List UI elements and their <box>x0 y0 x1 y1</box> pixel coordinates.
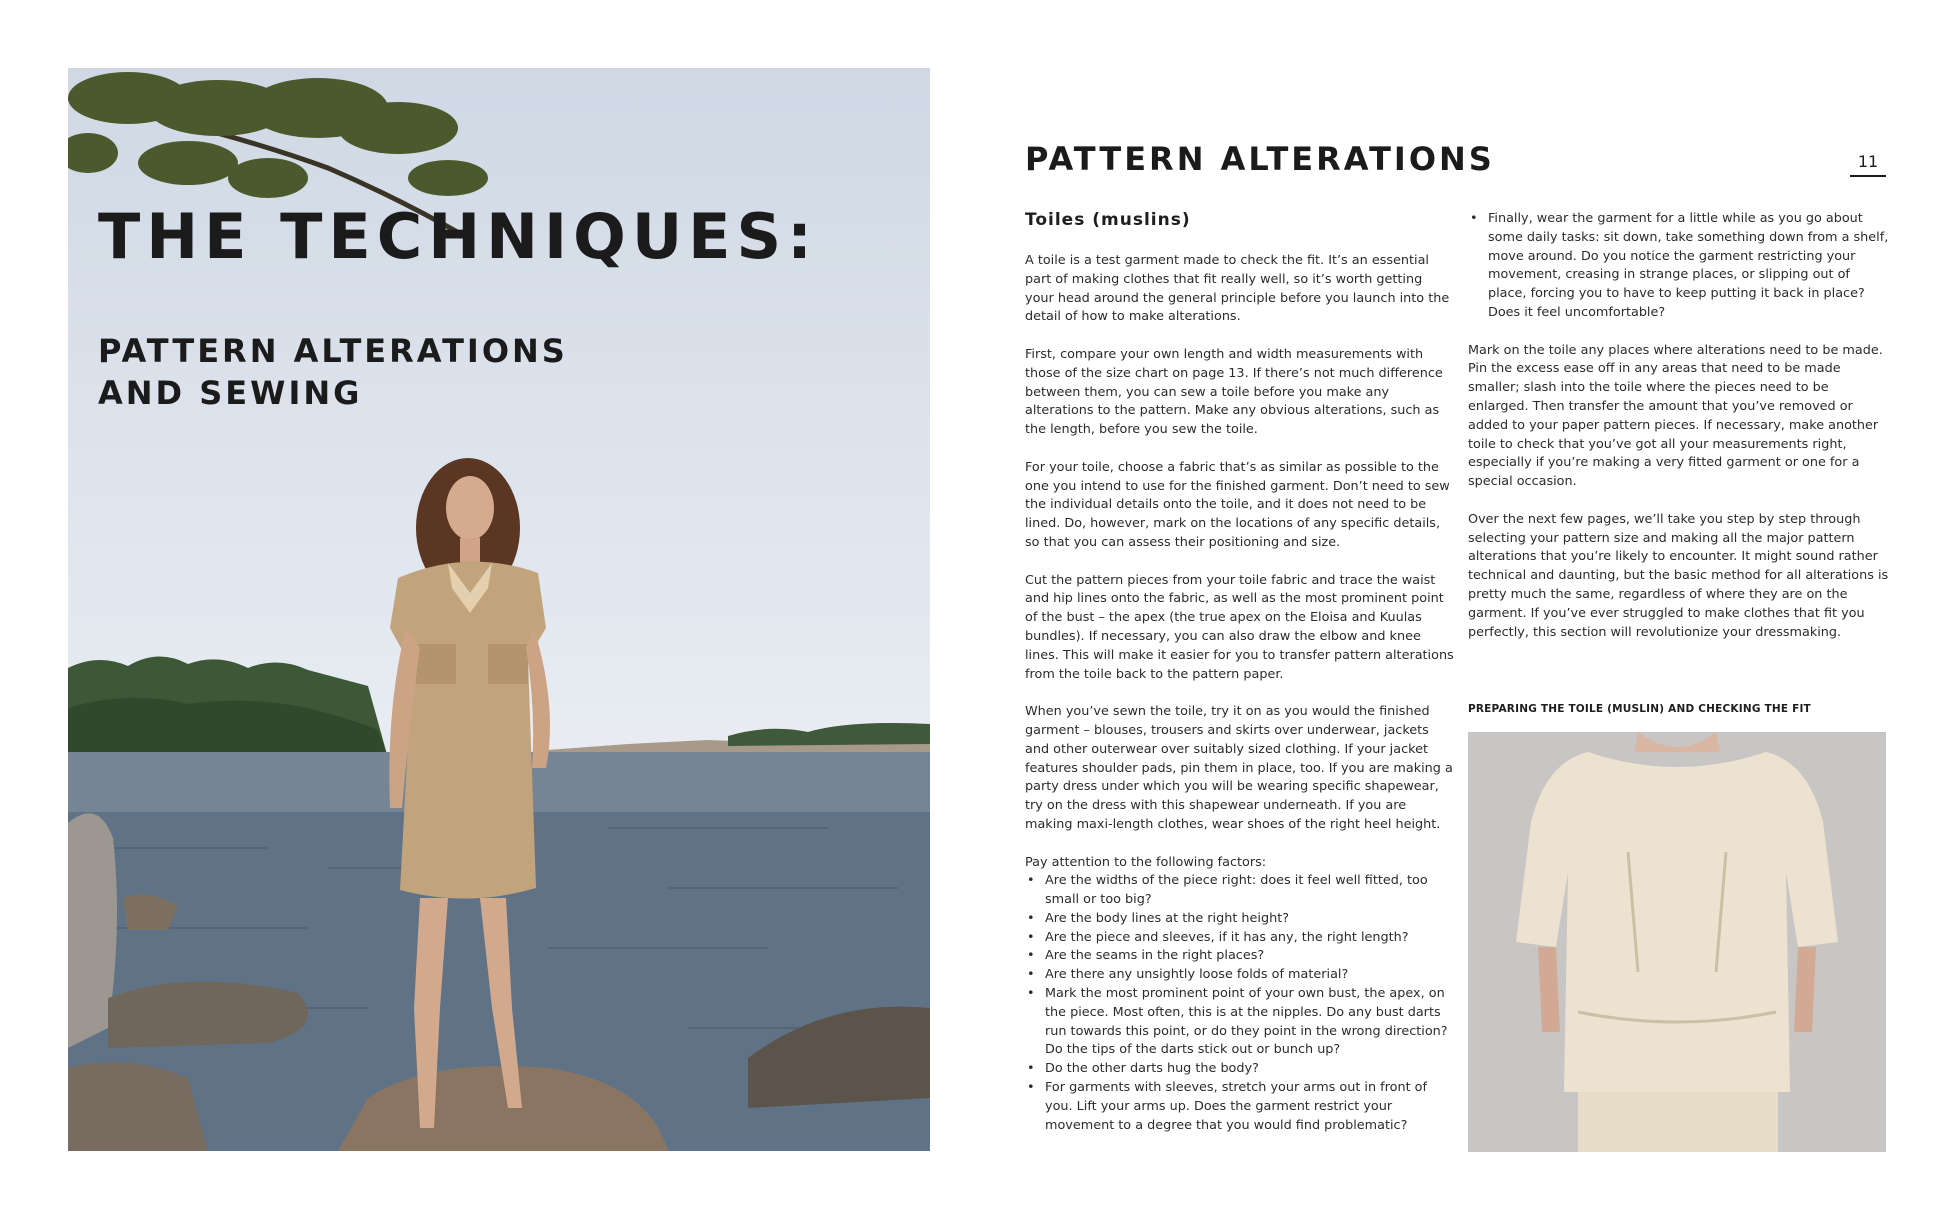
list-item: • Are the piece and sleeves, if it has any, the right length? <box>1025 929 1455 948</box>
factors-list <box>1025 872 1455 1135</box>
chapter-subtitle-line: PATTERN ALTERATIONS <box>98 332 568 370</box>
list-item: • Mark the most prominent point of your own bust, the apex, on the piece. Most often, this is at the nipples. Do any bust darts run towards this point, or do they point in the wrong direction? Do the tips of the darts stick out or bunch up? <box>1025 985 1455 1060</box>
body-column-left <box>1025 252 1455 1154</box>
list-item: • For garments with sleeves, stretch your arms out in front of you. Lift your arms up. Does the garment restrict your movement to a degree that you would find problematic? <box>1025 1079 1455 1135</box>
body-paragraph: Cut the pattern pieces from your toile fabric and trace the waist and hip lines onto the fabric, as well as the most prominent point of the bust – the apex (the true apex on the Eloisa and Kuulas bundles). If necessary, you can also draw the elbow and knee lines. This will make it easier for you to transfer pattern alterations from the toile back to the pattern paper. <box>1025 572 1454 682</box>
list-item: • Are the widths of the piece right: does it feel well fitted, too small or too big? <box>1025 872 1455 910</box>
linen-dress <box>390 562 546 899</box>
distant-trees <box>728 723 930 746</box>
dress-pocket-right <box>488 644 528 684</box>
list-item: • Are the body lines at the right height? <box>1025 910 1455 929</box>
dress-pocket-left <box>416 644 456 684</box>
tree-leaves <box>68 72 488 198</box>
chapter-subtitle <box>98 330 568 414</box>
neck <box>460 538 480 562</box>
body-paragraph: Mark on the toile any places where alterations need to be made. Pin the excess ease off in any areas that need to be made smaller; slash into the toile where the pieces need to be enlarged. Then transfer the amount that you’ve removed or added to your paper pattern pieces. If necessary, make another toile to check that you’ve got all your measurements right, especially if you’re making a very fitted garment or one for a special occasion. <box>1468 342 1883 490</box>
body-paragraph: For your toile, choose a fabric that’s as similar as possible to the one you intend to use for the finished garment. Don’t need to sew the individual details onto the toile, and it does not need to be lined. Do, however, mark on the locations of any specific details, so that you can assess their positioning and size. <box>1025 459 1450 550</box>
chapter-subtitle-line: AND SEWING <box>98 374 363 412</box>
toile-on-torso-illustration <box>1468 732 1886 1152</box>
body-paragraph: First, compare your own length and width measurements with those of the size chart on page 13. If there’s not much difference between them, you can sew a toile before you make any alterations to the pattern. Make any obvious alterations, such as the length, before you sew the toile. <box>1025 346 1443 438</box>
page-heading: PATTERN ALTERATIONS <box>1025 140 1495 178</box>
factors-intro: Pay attention to the following factors: <box>1025 854 1267 870</box>
toile-skirt <box>1578 1092 1778 1152</box>
body-paragraph: Over the next few pages, we’ll take you step by step through selecting your pattern size and making all the major pattern alterations that you’re likely to encounter. It might sound rather technical and daunting, but the basic method for all alterations is pretty much the same, regardless of where they are on the garment. If you’ve ever struggled to make clothes that fit you perfectly, this section will revolutionize your dressmaking. <box>1468 511 1889 640</box>
list-item: • Are the seams in the right places? <box>1025 947 1455 966</box>
list-item: • Finally, wear the garment for a little while as you go about some daily tasks: sit down, take something down from a shelf, move around. Do you notice the garment restricting your movement, creasing in strange places, or slipping out of place, forcing you to have to keep putting it back in place? Does it feel uncomfortable? <box>1468 210 1890 323</box>
list-item: • Are there any unsightly loose folds of material? <box>1025 966 1455 985</box>
toile-photo <box>1468 732 1886 1152</box>
chapter-title: THE TECHNIQUES: <box>98 200 818 273</box>
body-paragraph: A toile is a test garment made to check the fit. It’s an essential part of making clothes that fit really well, so it’s worth getting your head around the general principle before you launch into the detail of how to make alterations. <box>1025 253 1450 325</box>
body-column-right <box>1468 210 1890 661</box>
continued-list <box>1468 210 1890 323</box>
page-number: 11 <box>1850 152 1886 177</box>
list-item: • Do the other darts hug the body? <box>1025 1060 1455 1079</box>
rock-mid <box>108 982 308 1048</box>
body-paragraph: When you’ve sewn the toile, try it on as you would the finished garment – blouses, trousers and skirts over underwear, jackets and other outerwear over suitably sized clothing. If your jacket features shoulder pads, pin them in place, too. If you are making a party dress under which you will be wearing specific shapewear, try on the dress with this shapewear underneath. If you are making maxi-length clothes, wear shoes of the right heel height. <box>1025 704 1453 832</box>
figure-caption: PREPARING THE TOILE (MUSLIN) AND CHECKING THE FIT <box>1468 703 1811 715</box>
face <box>446 476 494 540</box>
section-heading: Toiles (muslins) <box>1025 210 1191 230</box>
